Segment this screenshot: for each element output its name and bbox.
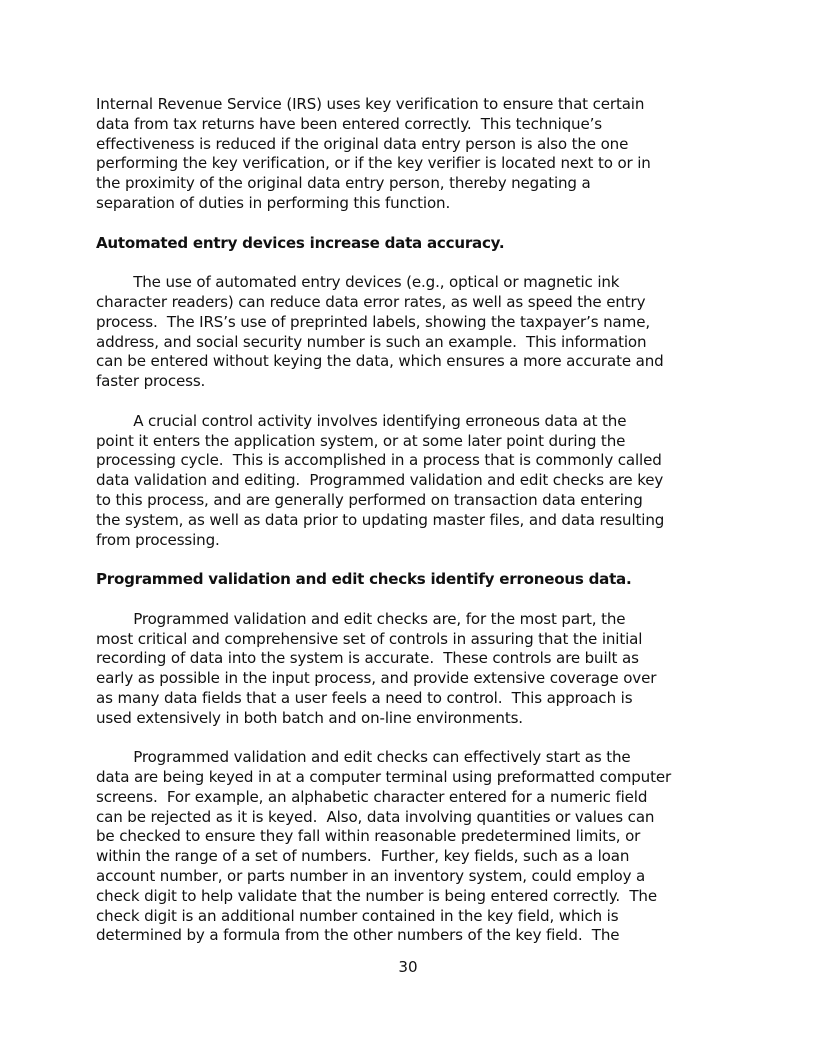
text-line: data from tax returns have been entered correctly. This technique’s bbox=[96, 114, 602, 133]
paragraph-crucial-control-activity bbox=[96, 412, 726, 551]
text-line: Programmed validation and edit checks can effectively start as the bbox=[133, 748, 631, 767]
text-line: address, and social security number is such an example. This information bbox=[96, 332, 647, 351]
text-line: The use of automated entry devices (e.g., optical or magnetic ink bbox=[133, 273, 620, 292]
paragraph-check-digit bbox=[96, 748, 726, 946]
text-line: recording of data into the system is accurate. These controls are built as bbox=[96, 649, 639, 668]
text-line: data validation and editing. Programmed validation and edit checks are key bbox=[96, 471, 664, 490]
text-line: data are being keyed in at a computer terminal using preformatted computer bbox=[96, 768, 672, 787]
text-line: account number, or parts number in an inventory system, could employ a bbox=[96, 867, 646, 886]
text-line: process. The IRS’s use of preprinted labels, showing the taxpayer’s name, bbox=[96, 312, 650, 331]
text-line: can be rejected as it is keyed. Also, data involving quantities or values can bbox=[96, 807, 655, 826]
text-line: processing cycle. This is accomplished in a process that is commonly called bbox=[96, 451, 662, 470]
text-line: point it enters the application system, or at some later point during the bbox=[96, 431, 626, 450]
section-heading-programmed-validation: Programmed validation and edit checks identify erroneous data. bbox=[96, 570, 632, 589]
text-line: screens. For example, an alphabetic character entered for a numeric field bbox=[96, 787, 648, 806]
document-page bbox=[96, 95, 726, 966]
text-line: as many data fields that a user feels a need to control. This approach is bbox=[96, 688, 633, 707]
text-line: separation of duties in performing this function. bbox=[96, 193, 451, 212]
text-line: within the range of a set of numbers. Further, key fields, such as a loan bbox=[96, 847, 630, 866]
text-line: the system, as well as data prior to updating master files, and data resulting bbox=[96, 510, 665, 529]
text-line: faster process. bbox=[96, 372, 206, 391]
text-line: character readers) can reduce data error rates, as well as speed the entry bbox=[96, 292, 646, 311]
text-line: Programmed validation and edit checks are, for the most part, the bbox=[133, 609, 626, 628]
text-line: used extensively in both batch and on-line environments. bbox=[96, 708, 523, 727]
section-heading-automated-entry: Automated entry devices increase data accuracy. bbox=[96, 233, 505, 252]
text-line: be checked to ensure they fall within reasonable predetermined limits, or bbox=[96, 827, 641, 846]
text-line: Internal Revenue Service (IRS) uses key verification to ensure that certain bbox=[96, 95, 645, 113]
text-line: early as possible in the input process, and provide extensive coverage over bbox=[96, 669, 657, 688]
text-line: from processing. bbox=[96, 530, 220, 549]
paragraph-validation-controls bbox=[96, 610, 726, 729]
text-line: can be entered without keying the data, which ensures a more accurate and bbox=[96, 352, 664, 371]
paragraph-automated-entry-devices bbox=[96, 273, 726, 392]
text-line: performing the key verification, or if the key verifier is located next to or in bbox=[96, 154, 651, 173]
text-line: A crucial control activity involves identifying erroneous data at the bbox=[133, 411, 627, 430]
text-line: determined by a formula from the other numbers of the key field. The bbox=[96, 926, 620, 945]
text-line: check digit is an additional number contained in the key field, which is bbox=[96, 906, 619, 925]
text-line: the proximity of the original data entry person, thereby negating a bbox=[96, 174, 591, 193]
text-line: to this process, and are generally performed on transaction data entering bbox=[96, 490, 643, 509]
paragraph-key-verification bbox=[96, 95, 726, 214]
text-line: effectiveness is reduced if the original data entry person is also the one bbox=[96, 134, 629, 153]
text-line: most critical and comprehensive set of controls in assuring that the initial bbox=[96, 629, 643, 648]
page-number: 30 bbox=[398, 958, 418, 976]
text-line: check digit to help validate that the number is being entered correctly. The bbox=[96, 886, 657, 905]
